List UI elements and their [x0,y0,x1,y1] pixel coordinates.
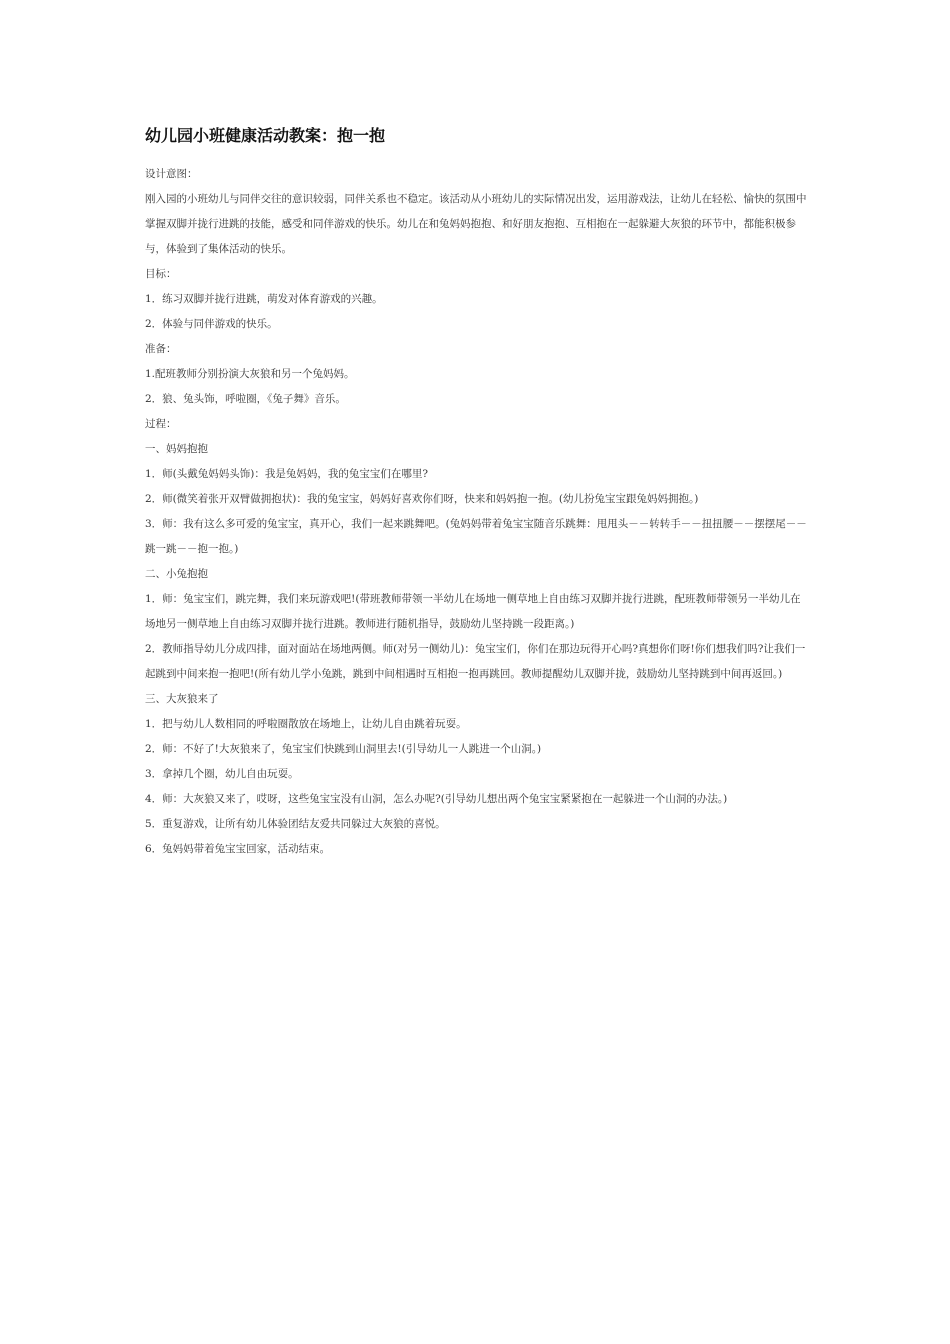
document-page [145,124,810,862]
section-heading-process: 过程： [145,418,177,430]
section-heading-goals: 目标： [145,268,177,280]
process-item-2-1: 1．师：兔宝宝们，跳完舞，我们来玩游戏吧!(带班教师带领一半幼儿在场地一侧草地上自由练习双脚并拢行进跳，配班教师带领另一半幼儿在场地另一侧草地上自由练习双脚并拢行进跳。教师进行随机指导，鼓励幼儿坚持跳一段距离。) [145,593,801,630]
subsection-heading-1: 一、妈妈抱抱 [145,443,208,455]
subsection-heading-3: 三、大灰狼来了 [145,693,219,705]
process-item-1-3: 3．师：我有这么多可爱的兔宝宝，真开心，我们一起来跳舞吧。(兔妈妈带着兔宝宝随音乐跳舞：甩甩头－－转转手－－扭扭腰－－摆摆尾－－跳一跳－－抱一抱。) [145,518,807,555]
paragraph-intent: 刚入园的小班幼儿与同伴交往的意识较弱，同伴关系也不稳定。该活动从小班幼儿的实际情况出发，运用游戏法，让幼儿在轻松、愉快的氛围中掌握双脚并拢行进跳的技能，感受和同伴游戏的快乐。幼儿在和兔妈妈抱抱、和好朋友抱抱、互相抱在一起躲避大灰狼的环节中，都能积极参与，体验到了集体活动的快乐。 [145,193,807,255]
process-item-3-4: 4．师：大灰狼又来了，哎呀，这些兔宝宝没有山洞，怎么办呢?(引导幼儿想出两个兔宝宝紧紧抱在一起躲进一个山洞的办法。) [145,793,728,805]
process-item-3-1: 1．把与幼儿人数相同的呼啦圈散放在场地上，让幼儿自由跳着玩耍。 [145,718,467,730]
process-item-2-2: 2．教师指导幼儿分成四排，面对面站在场地两侧。师(对另一侧幼儿)：兔宝宝们，你们在那边玩得开心吗?真想你们呀!你们想我们吗?让我们一起跳到中间来抱一抱吧!(所有幼儿学小兔跳，跳到中间相遇时互相抱一抱再跳回。教师提醒幼儿双脚并拢，鼓励幼儿坚持跳到中间再返回。) [145,643,806,680]
process-item-1-2: 2．师(微笑着张开双臂做拥抱状)：我的兔宝宝，妈妈好喜欢你们呀，快来和妈妈抱一抱。(幼儿扮兔宝宝跟兔妈妈拥抱。) [145,493,699,505]
section-heading-preparation: 准备： [145,343,177,355]
goal-item-1: 1．练习双脚并拢行进跳，萌发对体育游戏的兴趣。 [145,293,383,305]
document-body [145,162,810,862]
subsection-heading-2: 二、小兔抱抱 [145,568,208,580]
process-item-3-2: 2．师：不好了!大灰狼来了，兔宝宝们快跳到山洞里去!(引导幼儿一人跳进一个山洞。) [145,743,542,755]
goal-item-2: 2．体验与同伴游戏的快乐。 [145,318,278,330]
preparation-item-2: 2．狼、兔头饰，呼啦圈，《兔子舞》音乐。 [145,393,346,405]
process-item-3-6: 6．兔妈妈带着兔宝宝回家，活动结束。 [145,843,331,855]
process-item-3-3: 3．拿掉几个圈，幼儿自由玩耍。 [145,768,299,780]
process-item-3-5: 5．重复游戏，让所有幼儿体验团结友爱共同躲过大灰狼的喜悦。 [145,818,446,830]
section-heading-intent: 设计意图： [145,168,198,180]
preparation-item-1: 1.配班教师分别扮演大灰狼和另一个兔妈妈。 [145,368,355,380]
process-item-1-1: 1．师(头戴兔妈妈头饰)：我是兔妈妈，我的兔宝宝们在哪里? [145,468,429,480]
document-title: 幼儿园小班健康活动教案：抱一抱 [145,126,386,145]
